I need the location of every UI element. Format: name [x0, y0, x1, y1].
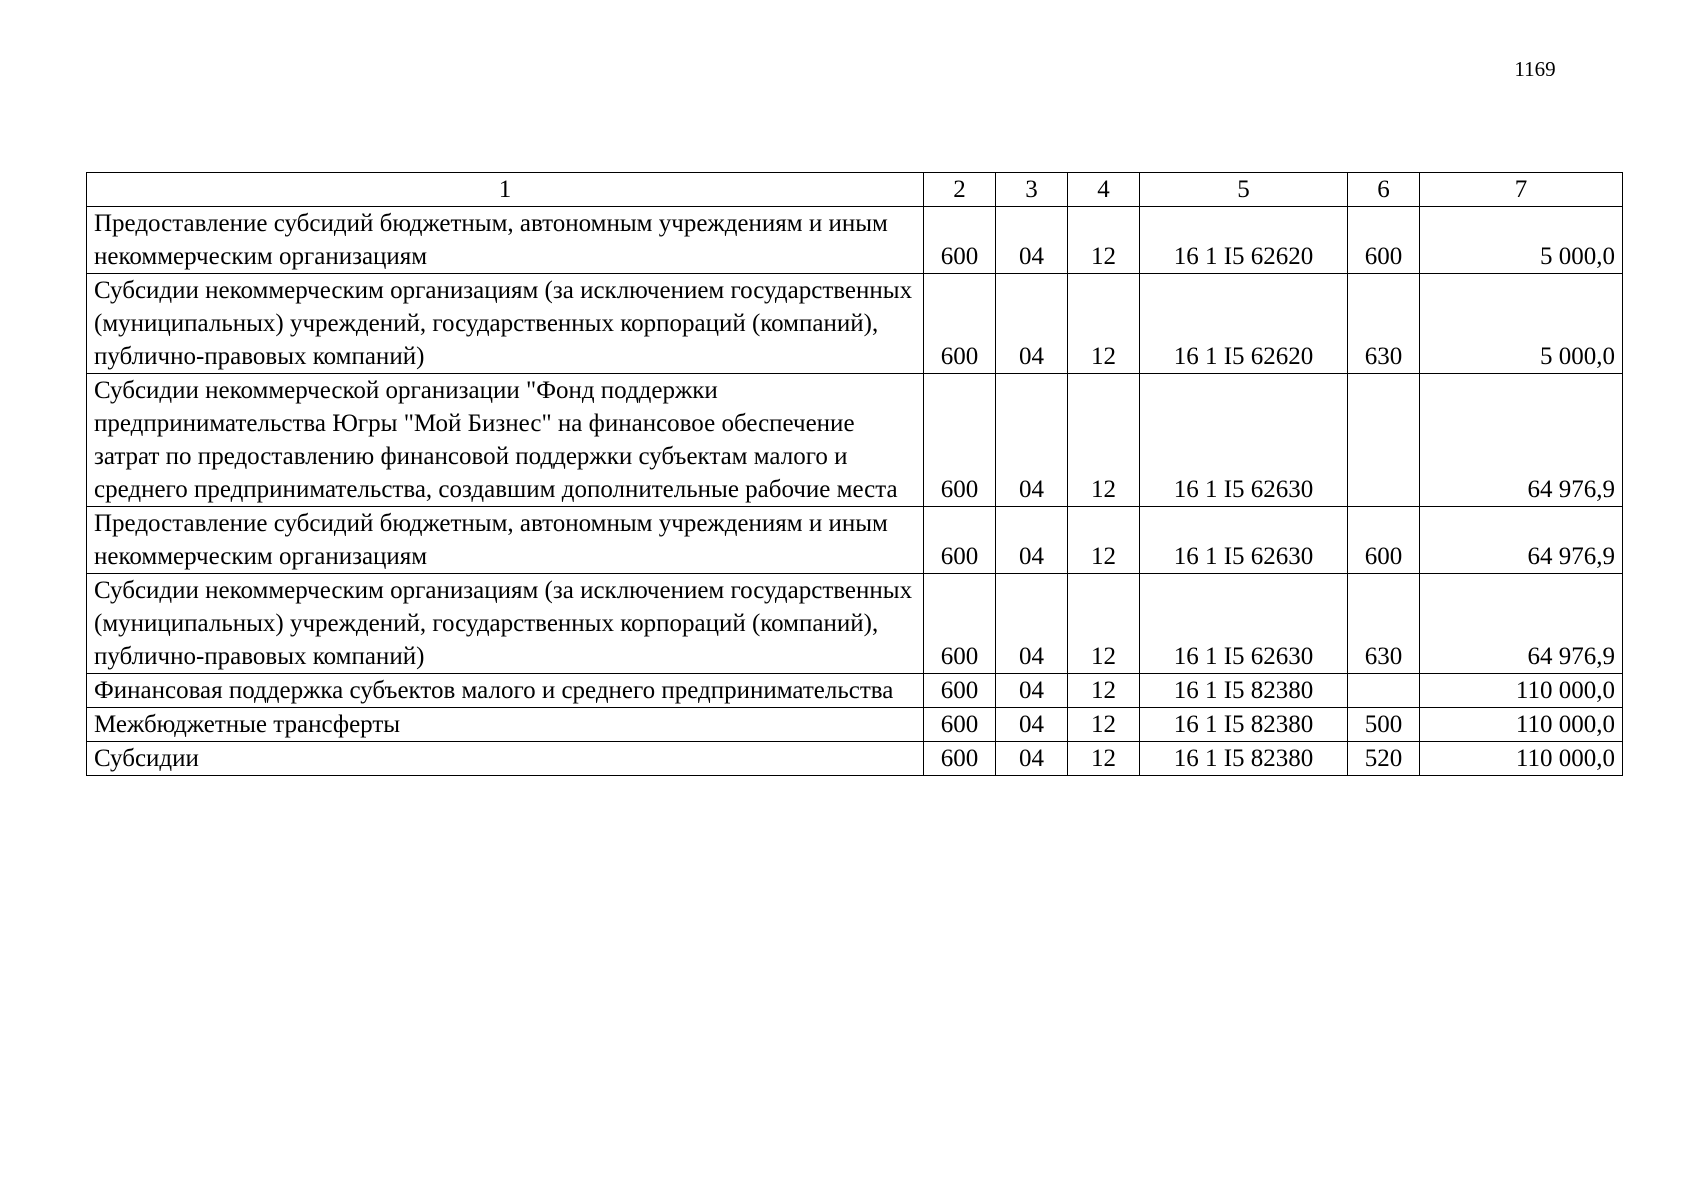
row-code-5: 16 1 I5 82380	[1140, 708, 1348, 742]
row-code-4: 12	[1068, 708, 1140, 742]
header-col-6: 6	[1348, 173, 1420, 207]
row-code-5: 16 1 I5 62630	[1140, 507, 1348, 574]
row-code-6: 500	[1348, 708, 1420, 742]
row-code-2: 600	[924, 674, 996, 708]
row-code-6: 630	[1348, 274, 1420, 374]
header-col-7: 7	[1420, 173, 1623, 207]
table-row	[87, 742, 1623, 776]
header-row	[87, 173, 1623, 207]
table-row	[87, 507, 1623, 574]
row-code-6	[1348, 674, 1420, 708]
row-code-2: 600	[924, 274, 996, 374]
row-amount: 5 000,0	[1420, 274, 1623, 374]
row-code-4: 12	[1068, 374, 1140, 507]
row-code-6: 600	[1348, 207, 1420, 274]
row-code-6: 630	[1348, 574, 1420, 674]
table-row	[87, 207, 1623, 274]
row-amount: 64 976,9	[1420, 374, 1623, 507]
row-code-2: 600	[924, 374, 996, 507]
table-row	[87, 674, 1623, 708]
row-code-5: 16 1 I5 62620	[1140, 207, 1348, 274]
row-code-3: 04	[996, 674, 1068, 708]
row-code-4: 12	[1068, 674, 1140, 708]
row-amount: 5 000,0	[1420, 207, 1623, 274]
row-amount: 110 000,0	[1420, 674, 1623, 708]
row-name: Субсидии	[87, 742, 924, 776]
row-code-2: 600	[924, 742, 996, 776]
row-code-6: 600	[1348, 507, 1420, 574]
table-row	[87, 574, 1623, 674]
row-name: Субсидии некоммерческим организациям (за исключением государственных (муниципальных) учреждений, государственных корпораций (компаний), публично-правовых компаний)	[87, 574, 924, 674]
row-code-6	[1348, 374, 1420, 507]
row-code-5: 16 1 I5 62630	[1140, 374, 1348, 507]
row-code-5: 16 1 I5 62630	[1140, 574, 1348, 674]
row-code-3: 04	[996, 374, 1068, 507]
row-code-2: 600	[924, 507, 996, 574]
row-amount: 110 000,0	[1420, 708, 1623, 742]
row-code-2: 600	[924, 574, 996, 674]
row-name: Финансовая поддержка субъектов малого и среднего предпринимательства	[87, 674, 924, 708]
row-code-4: 12	[1068, 207, 1140, 274]
header-col-1: 1	[87, 173, 924, 207]
row-name: Субсидии некоммерческой организации "Фонд поддержки предпринимательства Югры "Мой Бизнес" на финансовое обеспечение затрат по предоставлению финансовой поддержки субъектам малого и среднего предпринимательства, создавшим дополнительные рабочие места	[87, 374, 924, 507]
row-amount: 64 976,9	[1420, 507, 1623, 574]
row-name: Субсидии некоммерческим организациям (за исключением государственных (муниципальных) учреждений, государственных корпораций (компаний), публично-правовых компаний)	[87, 274, 924, 374]
row-code-4: 12	[1068, 574, 1140, 674]
row-code-3: 04	[996, 708, 1068, 742]
row-code-3: 04	[996, 574, 1068, 674]
row-code-4: 12	[1068, 274, 1140, 374]
row-code-4: 12	[1068, 507, 1140, 574]
row-code-5: 16 1 I5 82380	[1140, 742, 1348, 776]
row-name: Предоставление субсидий бюджетным, автономным учреждениям и иным некоммерческим организациям	[87, 507, 924, 574]
header-col-5: 5	[1140, 173, 1348, 207]
header-col-4: 4	[1068, 173, 1140, 207]
row-code-3: 04	[996, 207, 1068, 274]
table-row	[87, 374, 1623, 507]
budget-table	[86, 172, 1623, 776]
header-col-3: 3	[996, 173, 1068, 207]
row-amount: 110 000,0	[1420, 742, 1623, 776]
row-code-5: 16 1 I5 82380	[1140, 674, 1348, 708]
row-code-4: 12	[1068, 742, 1140, 776]
row-code-2: 600	[924, 207, 996, 274]
row-code-3: 04	[996, 274, 1068, 374]
row-amount: 64 976,9	[1420, 574, 1623, 674]
table-row	[87, 708, 1623, 742]
page-number: 1169	[1514, 57, 1556, 81]
row-code-3: 04	[996, 742, 1068, 776]
header-col-2: 2	[924, 173, 996, 207]
row-name: Предоставление субсидий бюджетным, автономным учреждениям и иным некоммерческим организациям	[87, 207, 924, 274]
row-name: Межбюджетные трансферты	[87, 708, 924, 742]
row-code-6: 520	[1348, 742, 1420, 776]
row-code-5: 16 1 I5 62620	[1140, 274, 1348, 374]
table-row	[87, 274, 1623, 374]
row-code-3: 04	[996, 507, 1068, 574]
row-code-2: 600	[924, 708, 996, 742]
